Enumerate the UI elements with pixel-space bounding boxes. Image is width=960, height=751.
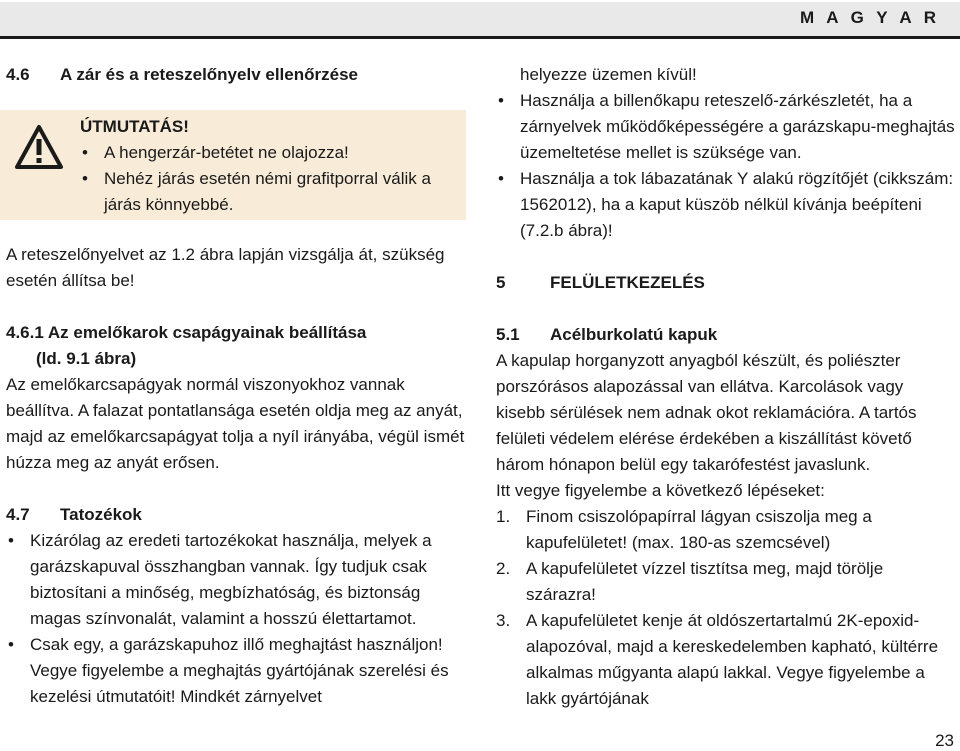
list-item: • Használja a billenőkapu reteszelő-zárkészletét, ha a zárnyelvek működőképességére a garázskapu-meghajtás üzemeltetése mellet is szüksége van. [496, 88, 956, 166]
section-heading-5: 5 FELÜLETKEZELÉS [496, 273, 705, 292]
language-label: M A G Y A R [799, 8, 940, 27]
page-number: 23 [935, 731, 954, 750]
list-item: • Csak egy, a garázskapuhoz illő meghajtást használjon! Vegye figyelembe a meghajtás gyártójának szerelési és kezelési útmutatóit! Mindkét zárnyelvet [6, 632, 466, 710]
step-item: 1. Finom csiszolópapírral lágyan csiszolja meg a kapufelületet! (max. 180-as szemcsével) [496, 507, 872, 552]
warning-spacer [6, 88, 466, 242]
list-item: • Kizárólag az eredeti tartozékokat használja, melyek a garázskapuval összhangban vannak. Így tudjuk csak biztosítani a minőség, megbízhatóság, és biztonság magas színvonalát, valamint a hosszú élettartamot. [6, 528, 466, 632]
section-heading-5-1: 5.1 Acélburkolatú kapuk [496, 325, 718, 344]
paragraph-4-6: A reteszelőnyelvet az 1.2 ábra lapján vizsgálja át, szükség esetén állítsa be! [6, 245, 445, 290]
section-heading-4-6-1-ref: (ld. 9.1 ábra) [36, 349, 137, 368]
right-column [496, 62, 956, 712]
warning-title: ÚTMUTATÁS! [80, 117, 189, 136]
section-heading-4-6-1: 4.6.1 Az emelőkarok csapágyainak beállítása [6, 323, 367, 342]
header-rule [0, 36, 960, 39]
warning-bullet: • A hengerzár-betétet ne olajozza! [80, 140, 466, 166]
left-column [6, 62, 466, 710]
step-item: 3. A kapufelületet kenje át oldószertartalmú 2K-epoxid-alapozóval, majd a kereskedelemben kapható, kültérre alkalmas műgyanta alapú lakkal. Vegye figyelembe a lakk gyártójának [496, 611, 939, 708]
list-item: • Használja a tok lábazatának Y alakú rögzítőjét (cikkszám: 1562012), ha a kaput küszöb nélkül kívánja beépíteni (7.2.b ábra)! [496, 166, 956, 244]
section-heading-4-6: 4.6 A zár és a reteszelőnyelv ellenőrzése [6, 65, 358, 84]
continued-text: helyezze üzemen kívül! [520, 65, 697, 84]
paragraph-5-1: A kapulap horganyzott anyagból készült, és poliészter porszórásos alapozással van ellátva. Karcolások vagy kisebb sérülések nem adnak okot reklamációra. A tartós felületi védelem elérése érdekében a kiszállítást követő három hónapon belül egy takarófestést javaslunk. [496, 351, 917, 474]
paragraph-4-6-1: Az emelőkarcsapágyak normál viszonyokhoz vannak beállítva. A falazat pontatlansága esetén oldja meg az anyát, majd az emelőkarcsapágyat tolja a nyíl irányába, végül ismét húzza meg az anyát erősen. [6, 375, 465, 472]
warning-bullet: • Nehéz járás esetén némi grafitporral válik a járás könnyebbé. [80, 166, 466, 218]
steps-intro: Itt vegye figyelembe a következő lépéseket: [496, 481, 825, 500]
step-item: 2. A kapufelületet vízzel tisztítsa meg, majd törölje szárazra! [496, 559, 884, 604]
section-heading-4-7: 4.7 Tatozékok [6, 505, 142, 524]
